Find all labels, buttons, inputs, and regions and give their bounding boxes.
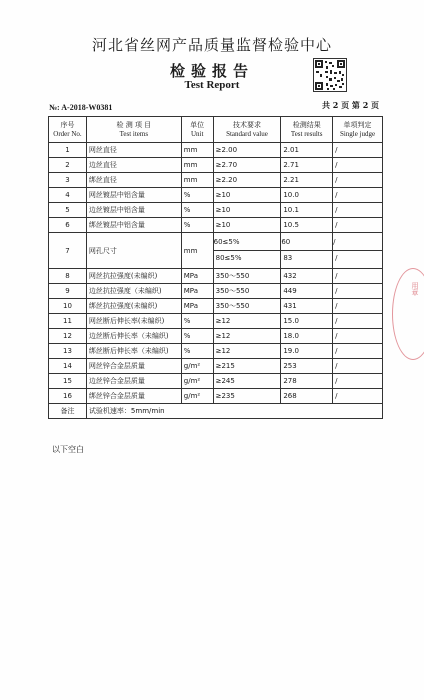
cell-item: 绑丝锌合金层质量 — [86, 389, 181, 404]
cell-item: 绑丝直径 — [86, 173, 181, 188]
cell-judge: / — [333, 158, 383, 173]
cell-result: 431 — [281, 299, 333, 314]
cell-order: 5 — [49, 203, 87, 218]
cell-result: 2.01 — [281, 143, 333, 158]
cell-item: 网孔尺寸 — [86, 233, 181, 269]
report-number: №: A-2018-W0381 — [49, 103, 113, 112]
cell-item: 绑丝断后伸长率（未编织) — [86, 344, 181, 359]
judge-value-b: / — [335, 254, 338, 262]
stamp-text: 用章 — [411, 282, 419, 296]
col-header-item-cn: 检 测 项 目 — [116, 120, 152, 129]
col-header-order — [49, 117, 87, 143]
table-row — [49, 389, 383, 404]
cell-unit: MPa — [181, 284, 213, 299]
judge-value-a: / — [333, 235, 383, 251]
cell-judge: / — [333, 218, 383, 233]
cell-judge: / — [333, 284, 383, 299]
result-value-b: 83 — [283, 254, 293, 262]
table-row — [49, 329, 383, 344]
cell-unit: mm — [181, 173, 213, 188]
cell-unit: g/m² — [181, 359, 213, 374]
cell-standard: 350～550 — [213, 269, 281, 284]
cell-judge: / — [333, 389, 383, 404]
cell-order: 13 — [49, 344, 87, 359]
cell-standard — [213, 233, 281, 269]
table-row — [49, 143, 383, 158]
cell-order: 1 — [49, 143, 87, 158]
cell-judge: / — [333, 203, 383, 218]
cell-result: 10.1 — [281, 203, 333, 218]
cell-standard: ≥12 — [213, 344, 281, 359]
cell-result: 449 — [281, 284, 333, 299]
cell-item: 绑丝镀层中铝含量 — [86, 218, 181, 233]
cell-item: 网丝镀层中铝含量 — [86, 188, 181, 203]
cell-order: 12 — [49, 329, 87, 344]
table-row — [49, 269, 383, 284]
cell-result: 253 — [281, 359, 333, 374]
cell-result: 15.0 — [281, 314, 333, 329]
col-header-results-en: Test results — [290, 129, 323, 138]
cell-result: 10.0 — [281, 188, 333, 203]
cell-judge: / — [333, 143, 383, 158]
cell-judge: / — [333, 329, 383, 344]
cell-judge — [333, 233, 383, 269]
table-row — [49, 173, 383, 188]
cell-order: 4 — [49, 188, 87, 203]
cell-standard: ≥245 — [213, 374, 281, 389]
report-title-cn: 检验报告 — [169, 62, 254, 80]
cell-item: 边丝镀层中铝含量 — [86, 203, 181, 218]
table-row — [49, 188, 383, 203]
cell-standard: ≥10 — [213, 188, 281, 203]
cell-unit: % — [181, 344, 213, 359]
cell-unit: mm — [181, 143, 213, 158]
col-header-order-en: Order No. — [53, 129, 82, 138]
cell-standard: 350～550 — [213, 299, 281, 314]
cell-standard: ≥12 — [213, 329, 281, 344]
cell-item: 网丝直径 — [86, 143, 181, 158]
table-row — [49, 284, 383, 299]
cell-unit: g/m² — [181, 374, 213, 389]
col-header-standard-en: Standard value — [226, 129, 268, 138]
col-header-results — [281, 117, 333, 143]
cell-order: 11 — [49, 314, 87, 329]
cell-result: 278 — [281, 374, 333, 389]
col-header-item-en: Test items — [119, 129, 149, 138]
cell-item: 边丝抗拉强度（未编织) — [86, 284, 181, 299]
table-row — [49, 158, 383, 173]
cell-judge: / — [333, 359, 383, 374]
cell-unit: MPa — [181, 269, 213, 284]
table-header-row — [49, 117, 383, 143]
cell-order: 7 — [49, 233, 87, 269]
cell-standard: ≥2.20 — [213, 173, 281, 188]
cell-unit: % — [181, 188, 213, 203]
cell-item: 网丝锌合金层质量 — [86, 359, 181, 374]
cell-result: 2.21 — [281, 173, 333, 188]
cell-unit: g/m² — [181, 389, 213, 404]
col-header-standard — [213, 117, 281, 143]
col-header-item — [86, 117, 181, 143]
remark-row — [49, 404, 383, 419]
table-row — [49, 203, 383, 218]
org-name: 河北省丝网产品质量监督检验中心 — [91, 36, 332, 54]
cell-judge: / — [333, 374, 383, 389]
result-value-a: 60 — [281, 235, 333, 251]
table-row — [49, 344, 383, 359]
cell-item: 网丝抗拉强度(未编织) — [86, 269, 181, 284]
cell-item: 边丝直径 — [86, 158, 181, 173]
cell-item: 边丝锌合金层质量 — [86, 374, 181, 389]
cell-item: 绑丝抗拉强度(未编织) — [86, 299, 181, 314]
cell-standard: ≥10 — [213, 203, 281, 218]
report-title-en: Test Report — [184, 79, 240, 91]
col-header-results-cn: 检测结果 — [292, 120, 321, 129]
cell-result: 18.0 — [281, 329, 333, 344]
cell-result — [281, 233, 333, 269]
cell-result: 10.5 — [281, 218, 333, 233]
cell-item: 边丝断后伸长率（未编织) — [86, 329, 181, 344]
cell-order: 8 — [49, 269, 87, 284]
cell-standard: ≥12 — [213, 314, 281, 329]
cell-judge: / — [333, 314, 383, 329]
cell-order: 3 — [49, 173, 87, 188]
test-results-table — [48, 116, 383, 419]
col-header-unit-cn: 单位 — [190, 120, 205, 129]
cell-unit: % — [181, 218, 213, 233]
cell-result: 2.71 — [281, 158, 333, 173]
table-row — [49, 374, 383, 389]
standard-value-a: 60≤5% — [213, 235, 281, 251]
col-header-judge-cn: 单项判定 — [343, 120, 372, 129]
cell-standard: ≥10 — [213, 218, 281, 233]
cell-standard: 350～550 — [213, 284, 281, 299]
cell-unit: % — [181, 329, 213, 344]
cell-unit: % — [181, 203, 213, 218]
cell-order: 9 — [49, 284, 87, 299]
table-row — [49, 233, 383, 269]
qr-code-icon — [313, 58, 347, 92]
col-header-unit-en: Unit — [190, 129, 204, 138]
cell-result: 19.0 — [281, 344, 333, 359]
cell-judge: / — [333, 299, 383, 314]
cell-order: 15 — [49, 374, 87, 389]
cell-order: 16 — [49, 389, 87, 404]
page-indicator: 共 2 页 第 2 页 — [322, 100, 380, 110]
cell-unit: mm — [181, 158, 213, 173]
cell-judge: / — [333, 269, 383, 284]
cell-judge: / — [333, 188, 383, 203]
cell-result: 268 — [281, 389, 333, 404]
cell-order: 14 — [49, 359, 87, 374]
cell-standard: ≥235 — [213, 389, 281, 404]
cell-judge: / — [333, 173, 383, 188]
cell-order: 6 — [49, 218, 87, 233]
cell-standard: ≥215 — [213, 359, 281, 374]
table-row — [49, 314, 383, 329]
table-row — [49, 299, 383, 314]
col-header-judge — [333, 117, 383, 143]
cell-result: 432 — [281, 269, 333, 284]
cell-item: 网丝断后伸长率(未编织) — [86, 314, 181, 329]
col-header-judge-en: Single judge — [339, 129, 376, 138]
col-header-standard-cn: 技术要求 — [232, 120, 261, 129]
table-row — [49, 218, 383, 233]
cell-unit: MPa — [181, 299, 213, 314]
col-header-order-cn: 序号 — [60, 120, 75, 129]
table-row — [49, 359, 383, 374]
col-header-unit — [181, 117, 213, 143]
cell-unit: mm — [181, 233, 213, 269]
cell-standard: ≥2.00 — [213, 143, 281, 158]
remark-label: 备注 — [49, 404, 87, 419]
standard-value-b: 80≤5% — [215, 254, 242, 262]
blank-below-note: 以下空白 — [52, 445, 84, 454]
remark-text: 试验机速率：5mm/min — [86, 404, 382, 419]
cell-order: 10 — [49, 299, 87, 314]
cell-judge: / — [333, 344, 383, 359]
cell-standard: ≥2.70 — [213, 158, 281, 173]
cell-unit: % — [181, 314, 213, 329]
cell-order: 2 — [49, 158, 87, 173]
